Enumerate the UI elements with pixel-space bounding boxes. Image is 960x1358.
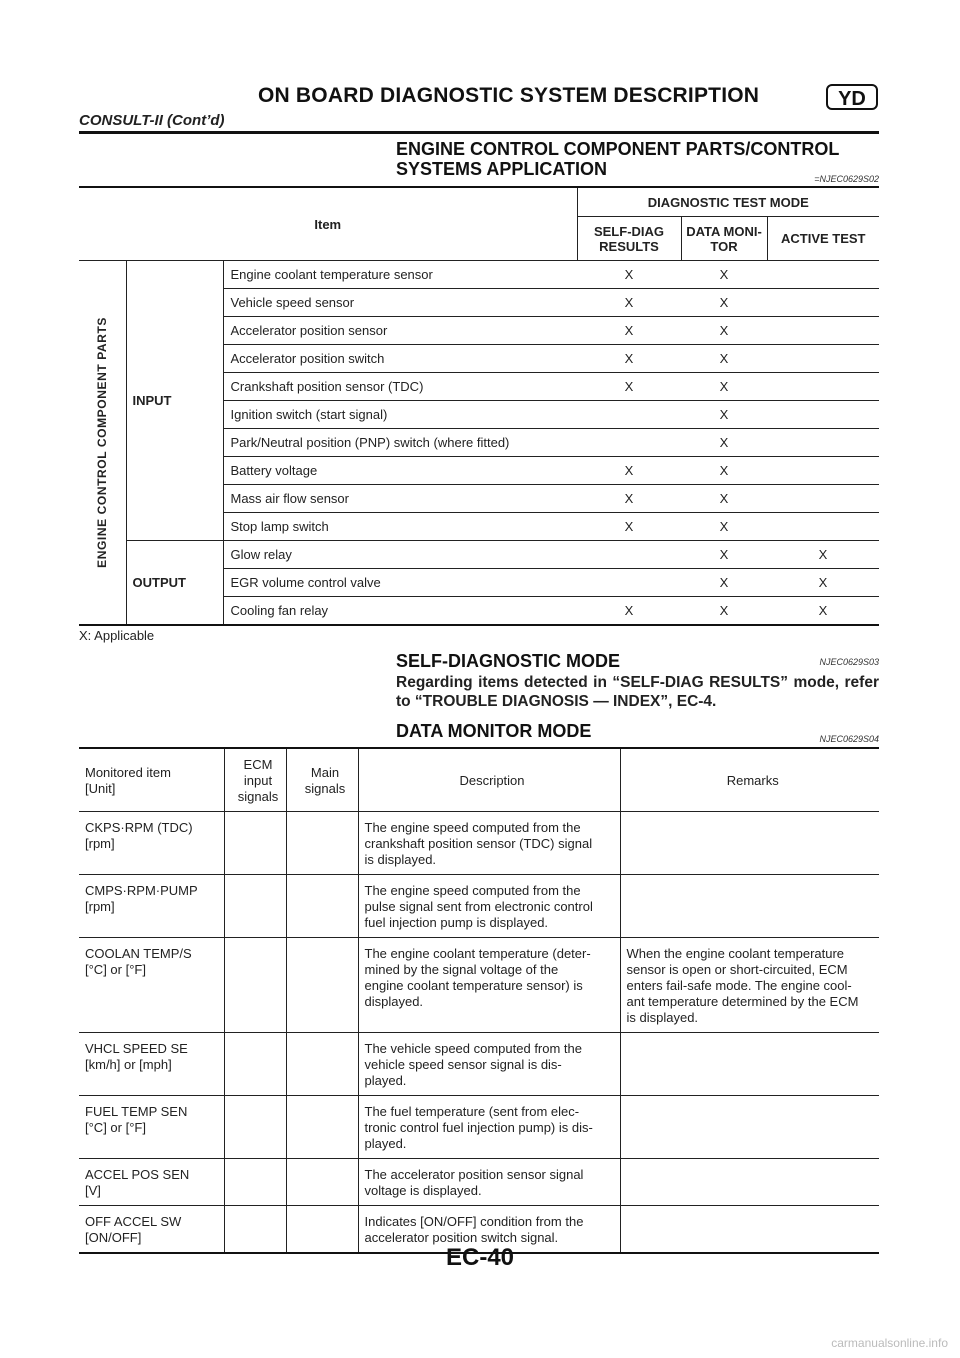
data-monitor-mark: X <box>681 261 767 289</box>
item-header: Item <box>79 187 577 261</box>
active-test-mark <box>767 485 879 513</box>
ecm-input-signal <box>224 1096 286 1159</box>
data-monitor-mark: X <box>681 541 767 569</box>
part-name: Park/Neutral position (PNP) switch (where fitted) <box>223 429 577 457</box>
part-name: Vehicle speed sensor <box>223 289 577 317</box>
description <box>358 812 620 875</box>
monitored-item-line: ACCEL POS SEN <box>85 1167 190 1182</box>
output-label: OUTPUT <box>126 541 223 626</box>
section-title-line1: ENGINE CONTROL COMPONENT PARTS/CONTROL <box>396 139 840 159</box>
active-test-mark <box>767 345 879 373</box>
model-badge: YD <box>826 84 878 110</box>
main-signal <box>286 1033 358 1096</box>
page-header-subtitle: CONSULT-II (Cont’d) <box>79 112 225 129</box>
section-code-self-diag: NJEC0629S03 <box>819 657 879 667</box>
section-title-application <box>396 139 839 179</box>
ecm-input-signal <box>224 1033 286 1096</box>
description-line: The engine coolant temperature (deter- <box>364 946 591 961</box>
description-line: pulse signal sent from electronic control <box>364 899 593 914</box>
part-name: Glow relay <box>223 541 577 569</box>
col-header-self-diag-l1: SELF-DIAG <box>593 223 665 239</box>
part-name: Engine coolant temperature sensor <box>223 261 577 289</box>
data-monitor-row <box>79 812 879 875</box>
description-line: The fuel temperature (sent from elec- <box>364 1104 580 1119</box>
watermark: carmanualsonline.info <box>831 1336 948 1350</box>
active-test-mark <box>767 457 879 485</box>
header-ecm-l2: input <box>243 773 273 788</box>
data-monitor-mark: X <box>681 317 767 345</box>
active-test-mark <box>767 261 879 289</box>
data-monitor-table <box>79 747 879 1254</box>
data-monitor-mark: X <box>681 513 767 541</box>
data-monitor-row <box>79 1096 879 1159</box>
monitored-item <box>79 875 224 938</box>
part-name: Stop lamp switch <box>223 513 577 541</box>
col-header-self-diag <box>577 217 681 261</box>
main-signal <box>286 875 358 938</box>
self-diag-mark: X <box>577 261 681 289</box>
col-header-data-monitor <box>681 217 767 261</box>
remarks-line: When the engine coolant temperature <box>626 946 845 961</box>
description-line: The engine speed computed from the <box>364 883 581 898</box>
col-header-active-test: ACTIVE TEST <box>767 217 879 261</box>
description-line: accelerator position switch signal. <box>364 1230 559 1245</box>
col-header-data-monitor-l1: DATA MONI- <box>686 223 762 239</box>
active-test-mark <box>767 373 879 401</box>
ecm-input-signal <box>224 812 286 875</box>
part-name: Accelerator position switch <box>223 345 577 373</box>
header-main-l2: signals <box>304 781 346 796</box>
active-test-mark <box>767 513 879 541</box>
monitored-item-line: OFF ACCEL SW <box>85 1214 182 1229</box>
header-remarks: Remarks <box>620 748 879 812</box>
description-line: is displayed. <box>364 852 437 867</box>
section-code-data-monitor: NJEC0629S04 <box>819 734 879 744</box>
data-monitor-row <box>79 875 879 938</box>
active-test-mark <box>767 401 879 429</box>
main-signal <box>286 938 358 1033</box>
part-name: Crankshaft position sensor (TDC) <box>223 373 577 401</box>
monitored-item-line: CKPS·RPM (TDC) <box>85 820 193 835</box>
part-name: Accelerator position sensor <box>223 317 577 345</box>
self-diag-mark <box>577 569 681 597</box>
data-monitor-mark: X <box>681 401 767 429</box>
description-line: mined by the signal voltage of the <box>364 962 559 977</box>
active-test-mark <box>767 289 879 317</box>
monitored-item-line: VHCL SPEED SE <box>85 1041 188 1056</box>
self-diag-mark <box>577 401 681 429</box>
main-signal <box>286 812 358 875</box>
description-line: fuel injection pump is displayed. <box>364 915 549 930</box>
description-line: played. <box>364 1073 407 1088</box>
data-monitor-mark: X <box>681 457 767 485</box>
data-monitor-mark: X <box>681 569 767 597</box>
monitored-item <box>79 938 224 1033</box>
section-code: =NJEC0629S02 <box>814 174 879 184</box>
main-signal <box>286 1159 358 1206</box>
data-monitor-mark: X <box>681 345 767 373</box>
self-diag-mark: X <box>577 345 681 373</box>
description <box>358 875 620 938</box>
description-line: The accelerator position sensor signal <box>364 1167 584 1182</box>
applicable-note: X: Applicable <box>79 628 155 643</box>
self-diag-mark: X <box>577 373 681 401</box>
header-rule <box>79 131 879 134</box>
application-row <box>79 261 879 289</box>
active-test-mark <box>767 317 879 345</box>
description-line: played. <box>364 1136 407 1151</box>
diag-test-mode-header: DIAGNOSTIC TEST MODE <box>577 187 879 217</box>
monitored-item <box>79 1159 224 1206</box>
remarks <box>620 875 879 938</box>
data-monitor-row <box>79 1159 879 1206</box>
remarks-line: sensor is open or short-circuited, ECM <box>626 962 848 977</box>
application-table <box>79 186 879 626</box>
section-title-self-diagnostic: SELF-DIAGNOSTIC MODE <box>396 651 620 671</box>
monitored-item-line: [rpm] <box>85 836 115 851</box>
data-monitor-mark: X <box>681 373 767 401</box>
monitored-item-line: [km/h] or [mph] <box>85 1057 172 1072</box>
self-diag-mark <box>577 541 681 569</box>
description <box>358 1096 620 1159</box>
monitored-item-line: [rpm] <box>85 899 115 914</box>
active-test-mark: X <box>767 569 879 597</box>
header-ecm-input <box>224 748 286 812</box>
description <box>358 1033 620 1096</box>
description-line: vehicle speed sensor signal is dis- <box>364 1057 562 1072</box>
ecm-input-signal <box>224 938 286 1033</box>
page-header-title: ON BOARD DIAGNOSTIC SYSTEM DESCRIPTION <box>258 84 760 107</box>
description-line: Indicates [ON/OFF] condition from the <box>364 1214 584 1229</box>
description-line: tronic control fuel injection pump) is dis- <box>364 1120 593 1135</box>
monitored-item-line: [°C] or [°F] <box>85 962 146 977</box>
remarks <box>620 1033 879 1096</box>
description <box>358 1159 620 1206</box>
self-diag-reference: Regarding items detected in “SELF-DIAG RESULTS” mode, refer to “TROUBLE DIAGNOSIS — INDEX”, EC-4. <box>396 674 879 710</box>
description-line: crankshaft position sensor (TDC) signal <box>364 836 593 851</box>
col-header-self-diag-l2: RESULTS <box>599 238 659 254</box>
monitored-item-line: FUEL TEMP SEN <box>85 1104 188 1119</box>
part-name: Cooling fan relay <box>223 597 577 626</box>
remarks <box>620 1159 879 1206</box>
description-line: The vehicle speed computed from the <box>364 1041 583 1056</box>
col-header-data-monitor-l2: TOR <box>710 238 738 254</box>
side-label: ENGINE CONTROL COMPONENT PARTS <box>95 317 110 568</box>
self-diag-mark <box>577 429 681 457</box>
header-monitored-item <box>79 748 224 812</box>
part-name: EGR volume control valve <box>223 569 577 597</box>
remarks-line: ant temperature determined by the ECM <box>626 994 859 1009</box>
remarks-line: enters fail-safe mode. The engine cool- <box>626 978 852 993</box>
remarks <box>620 938 879 1033</box>
header-ecm-l1: ECM <box>243 757 273 772</box>
data-monitor-row <box>79 1033 879 1096</box>
part-name: Mass air flow sensor <box>223 485 577 513</box>
part-name: Ignition switch (start signal) <box>223 401 577 429</box>
header-monitored-l2: [Unit] <box>85 781 116 796</box>
data-monitor-mark: X <box>681 289 767 317</box>
section-title-line2: SYSTEMS APPLICATION <box>396 159 608 179</box>
self-diag-mark: X <box>577 317 681 345</box>
section-title-data-monitor: DATA MONITOR MODE <box>396 721 592 741</box>
header-monitored-l1: Monitored item <box>85 765 171 780</box>
self-diag-mark: X <box>577 289 681 317</box>
monitored-item-line: [ON/OFF] <box>85 1230 142 1245</box>
active-test-mark: X <box>767 541 879 569</box>
header-ecm-l3: signals <box>237 789 279 804</box>
ecm-input-signal <box>224 875 286 938</box>
data-monitor-mark: X <box>681 429 767 457</box>
remarks <box>620 812 879 875</box>
self-diag-mark: X <box>577 513 681 541</box>
application-row <box>79 541 879 569</box>
part-name: Battery voltage <box>223 457 577 485</box>
remarks-line: is displayed. <box>626 1010 699 1025</box>
main-signal <box>286 1096 358 1159</box>
monitored-item <box>79 812 224 875</box>
header-description: Description <box>358 748 620 812</box>
description <box>358 938 620 1033</box>
side-label-cell <box>79 261 126 626</box>
self-diag-mark: X <box>577 485 681 513</box>
monitored-item-line: CMPS·RPM·PUMP <box>85 883 198 898</box>
data-monitor-header-row <box>79 748 879 812</box>
active-test-mark <box>767 429 879 457</box>
page-number: EC-40 <box>445 1244 515 1271</box>
data-monitor-mark: X <box>681 485 767 513</box>
active-test-mark: X <box>767 597 879 626</box>
ecm-input-signal <box>224 1159 286 1206</box>
monitored-item-line: [°C] or [°F] <box>85 1120 146 1135</box>
monitored-item-line: COOLAN TEMP/S <box>85 946 192 961</box>
data-monitor-mark: X <box>681 597 767 626</box>
remarks <box>620 1096 879 1159</box>
self-diag-mark: X <box>577 457 681 485</box>
self-diag-mark: X <box>577 597 681 626</box>
description-line: The engine speed computed from the <box>364 820 581 835</box>
description-line: engine coolant temperature sensor) is <box>364 978 583 993</box>
header-main-l1: Main <box>310 765 340 780</box>
monitored-item-line: [V] <box>85 1183 101 1198</box>
description-line: voltage is displayed. <box>364 1183 482 1198</box>
monitored-item <box>79 1033 224 1096</box>
description-line: displayed. <box>364 994 424 1009</box>
data-monitor-row <box>79 938 879 1033</box>
monitored-item <box>79 1096 224 1159</box>
input-label: INPUT <box>126 261 223 541</box>
header-main-signals <box>286 748 358 812</box>
